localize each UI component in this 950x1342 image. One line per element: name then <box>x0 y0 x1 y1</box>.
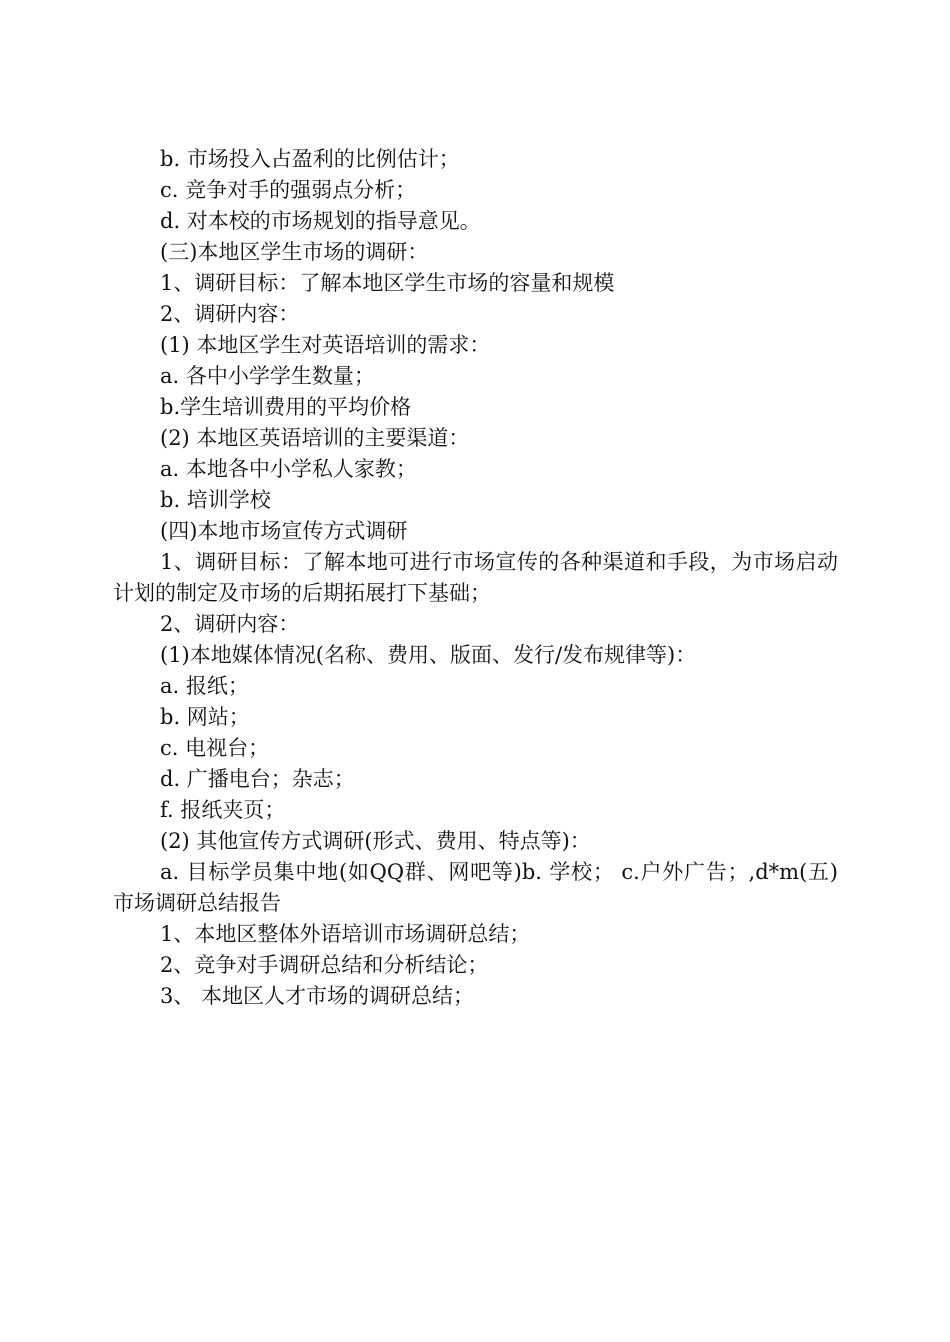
list-item: c. 竞争对手的强弱点分析； <box>160 178 417 202</box>
list-item: b. 市场投入占盈利的比例估计； <box>160 147 460 171</box>
paragraph: 1、调研目标：了解本地可进行市场宣传的各种渠道和手段，为市场启动计划的制定及市场的后期拓展打下基础； <box>113 550 838 605</box>
subsection-heading: (1) 本地区学生对英语培训的需求： <box>160 333 491 357</box>
list-item: 2、竞争对手调研总结和分析结论； <box>160 953 489 977</box>
document-body <box>113 144 838 1012</box>
subsection-heading: (2) 本地区英语培训的主要渠道： <box>160 426 470 450</box>
list-item: d. 广播电台；杂志； <box>160 767 355 791</box>
list-item: a. 报纸； <box>160 674 249 698</box>
paragraph: a. 目标学员集中地(如QQ群、网吧等)b. 学校； c.户外广告；,d*m(五)市场调研总结报告 <box>113 860 838 915</box>
list-item: f. 报纸夹页； <box>160 798 286 822</box>
list-item: 1、本地区整体外语培训市场调研总结； <box>160 922 531 946</box>
paragraph-line: 1、调研目标：了解本地区学生市场的容量和规模 <box>160 271 615 295</box>
subsection-heading: (1)本地媒体情况(名称、费用、版面、发行/发布规律等)： <box>160 643 697 667</box>
subsection-heading: (2) 其他宣传方式调研(形式、费用、特点等)： <box>160 829 591 853</box>
list-item: d. 对本校的市场规划的指导意见。 <box>160 209 481 233</box>
section-heading: (四)本地市场宣传方式调研 <box>160 519 408 543</box>
list-item: a. 各中小学学生数量； <box>160 364 375 388</box>
section-heading: (三)本地区学生市场的调研： <box>160 240 429 264</box>
list-item: b. 培训学校 <box>160 488 271 512</box>
list-item: b. 网站； <box>160 705 250 729</box>
list-item: 3、 本地区人才市场的调研总结； <box>160 984 475 1008</box>
paragraph-line: 2、调研内容： <box>160 612 300 636</box>
paragraph-line: 2、调研内容： <box>160 302 300 326</box>
list-item: b.学生培训费用的平均价格 <box>160 395 412 419</box>
list-item: c. 电视台； <box>160 736 270 760</box>
list-item: a. 本地各中小学私人家教； <box>160 457 417 481</box>
